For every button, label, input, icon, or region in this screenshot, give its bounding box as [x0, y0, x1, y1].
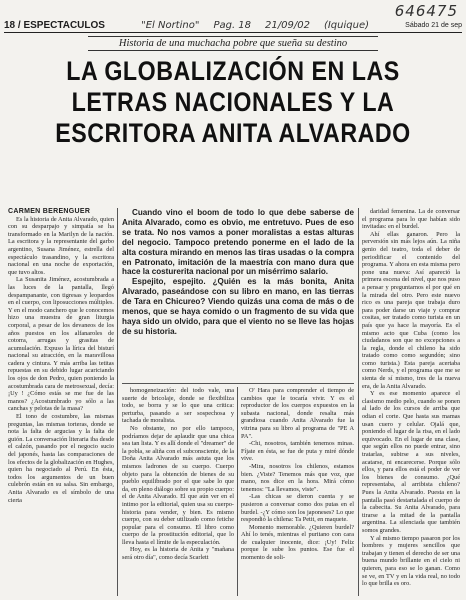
column-4-paragraph: Y al mismo tiempo pasaron por los hombres y mujeres sencillos que trabajan y tienen el derecho de ser una buena mundo brillante en el cielo ni quieren, para eso se lo ganan. Como se ve, en TV y en la vida real, no todo lo que brilla es oro. [362, 534, 460, 588]
handwritten-page: Pag. 18 [213, 19, 252, 31]
column-4-paragraph: Y es ese momento aparece el clasismo medio pelo, cuando se ponen al lado de los cursos de arriba que odian el corte. Que hasta sus mamas usan cuero y celular. Ojalá que, poniendo el lugar de la risa, en el lado equivocado. En el lugar de una clase, que según ellos no puede entrar, sino tratarlas, subirse a sus niveles, acatarse, ni encarecerse. Porque sólo ellos, y para ellos está el poder de ver los bienes de consumo. ¿Qué representaba, al arribista chileno? Pues la Anita Alvarado. Puesta en la pantalla pasó destartalada el cuerpo de la cabecita. Su Anita Alvarado, para tirarse a la mitad de la pantalla argentina. La silenciada que también somos grandes. [362, 390, 460, 534]
lead-paragraph: Cuando vino el boom de todo lo que debe saberse de Anita Alvarado, como es obvio, me entretuvo. Pues de eso se trata. No nos vamos a poner moralistas a estas alturas del negocio. Tampoco pretendo ponerme en el lado de la alta costura mirando en menos las tiras usadas o la compra en Patronato, imitación de la maestría con mano dura que hace la costurerita nacional por un misérrimo salario. [122, 208, 354, 277]
handwritten-clipping-id: 646475 [394, 2, 458, 20]
column-3-paragraph: -Mira, nosotros los chilenos, estamos bien. ¿Viste? Tenemos más que voz, que mano, nos dice en la hora. Mirá cómo tenemos: "La llevamos, viste". [241, 462, 354, 493]
article-lead [122, 208, 354, 337]
article-column-2 [122, 387, 234, 596]
column-3-paragraph: O' Hara para comprender el tiempo de cambios que le tocaría vivir. Y es el reproductor de los cuerpos expuestos en la subasta nacional, donde resalta más grandiosa cuando Anita Alvarado fue la vitrina para su libro al programa de "PE A PA". [241, 387, 354, 440]
handwritten-city: (Iquique) [323, 19, 370, 31]
section-label: 18 / ESPECTACULOS [4, 19, 105, 31]
column-4-paragraph: daridad femenina. La de conversar el programa para lo que habían sido invitadas: en el burdel. [362, 208, 460, 231]
lead-paragraph: Espejito, espejito. ¿Quién es la más bonita, Anita Alvarado, paseándose con su libro en mano, en las tierras de Tara en Chicureo? Viendo quizás una coma de más o de menos, que se haya comido o un fragmento de su vida que haya sido un olvido, para que el viento no se lleve las hojas de su historia. [122, 277, 354, 336]
column-2-paragraph: Hoy, es la historia de Anita y "mañana será otro día", como decía Scarlett [122, 546, 234, 562]
column-2-paragraph: No obstante, no por ello tampoco, podríamos dejar de aplaudir que una chica sea tan lista. Y es allí donde el "dreamer" de la pobla, se aliña con el subconsciente, de la Doña Anita Alvarado más astuta que los mismos ladrones de su cuerpo. Cuerpo objeto para la obtención de bienes de su pueblo equilibrado por el que sabe lo que da, en pleno diálogo sobre su propio cuerpo: el de Anita Alvarado. El que aún ver en el intimo por la editorial, quien usa su cuerpo-historia para vender, y bien. Es mismo cuerpo, con su deber utilizado como fetiche popular para el consumo. El libro como cuerpo de la prostitución editorial, que lo lleva hasta el límite de la especulación. [122, 424, 234, 546]
handwritten-source-note [141, 20, 369, 31]
column-divider [117, 208, 118, 596]
column-1-paragraph: El tono de costumbre, las mismas preguntas, las mismas torteras, donde se nota la falta de argucias y la falta de guión. La conversación literaria iba desde el calzón, pasando por el negocio sucio del japonés, hasta las comparaciones de los efectos de la globalización en Hughes, quien ha negociado al Perú. En ésta, todos los argumentos de un buen culebrón están en su salsa. Sin embargo, Anita Alvarado es el símbolo de una cierta [8, 413, 114, 504]
lead-divider [122, 383, 354, 384]
column-divider [237, 387, 238, 596]
article-kicker: Historia de una muchacha pobre que sueña su destino [88, 36, 378, 51]
column-divider [358, 208, 359, 596]
column-4-paragraph: Ahí ellas ganaron. Pero la perversión sin más lejos aún. La niña genio del teatro, toda el deber de periodificar el contenido del programa. Y ahora en esta misma pero pone una nueva: Así apareció la primera escena del nivel, que nos puso a pensar y preguntarnos el por qué en la mirada del otro. Pero este nuevo rico es una pareja que trabaja duro para poder darse un viaje y comprar cositas, ser tratado como turista en un país que ya hace la mayoría. Es el mismo acto que Cuba (como los ciudadanos son que no excepciones a la regla, donde el chileno ha sido tratado como como segundón; sino como turista.) Esta pareja acertaba como Nerds, y el programa que me se sienta de sí mismo, tres de la nueva era, de la Anita Alvarado. [362, 230, 460, 390]
article-column-4 [362, 208, 460, 596]
column-3-paragraph: -Chi, nosotros, también tenemos minas. Fíjate en ésta, se fue de puta y miré dónde vive. [241, 440, 354, 463]
column-1-paragraph: Es la historia de Anita Alvarado, quien con su desparpajo y simpatía se ha transformado en la Marilyn de la nación. La escritora y la representante del garbo argentino, Susana Jiménez, estrella del espectáculo trasandino, y la escritora nacional en una noche de exportación, que tuvo altos. [8, 215, 114, 276]
article-column-3 [241, 387, 354, 596]
article-headline: LA GLOBALIZACIÓN EN LAS LETRAS NACIONALES Y LA ESCRITORA ANITA ALVARADO [55, 56, 411, 148]
column-1-paragraph: La Susanita Jiménez, acostumbrada a las luces de la pantalla, llegó despampanante, con tigresas y leopardos en el cuerpo, con liposucciones múltiples. Y en el modo canchero que le conocemos hizo una muestra de gran liturgia corporal, a pesar de los devaneos de los años puestos en los alfanaroles de cotorra, arrugas y grasitas de acumulación. Expuso la lírica del bisturí nacional su atracción, en la maravillosa cadera y cintura. Y más arriba las tetitas repuestas en su debido lugar acariciando los ojos de don Pedro, quien poniendo la acostumbrada cara de metrosexual, decía: ¡Uy ! ¿Cómo estás se me fue de las manos? ¿Acostumbrado yo sólo a las canchas y pelotas de la masa? [8, 276, 114, 413]
issue-date: Sábado 21 de sep [405, 21, 462, 29]
column-3-paragraph: Momento memorable. ¿Quieren burdel? Ahí lo tenés, mientras el puritano con cara de cualquier inocente, dice: ¡Uy! Feliz porque le sube los puntos. Ese fue el momento de soli- [241, 523, 354, 562]
article-byline: CARMEN BERENGUER [8, 208, 91, 215]
column-2-paragraph: homogeneización: del todo vale, una suerte de bricolaje, donde se flexibiliza todo, se borra y se lo que una critica: perturba, pasando a ser sospechosa y tachada de moralista. [122, 387, 234, 425]
handwritten-source: "El Nortino" [141, 19, 200, 31]
column-3-paragraph: -Las chicas se dieron cuenta y se pusieron a conversar como dos putas en el burdel. -¿Y cómo son los japoneses? Lo que respondió la chilena: Ta Petit, en maquete. [241, 493, 354, 524]
article-column-1 [8, 208, 114, 596]
page-header [4, 18, 462, 33]
handwritten-date: 21/09/02 [265, 19, 310, 31]
